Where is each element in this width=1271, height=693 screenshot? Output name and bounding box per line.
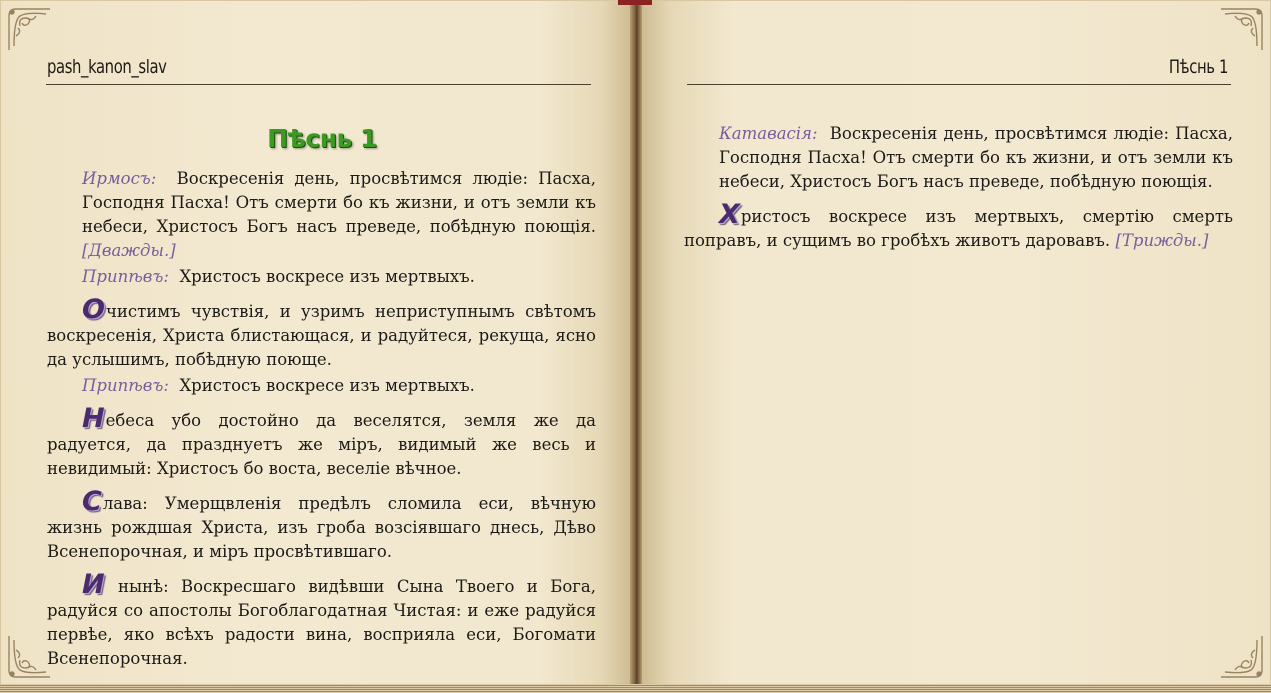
troparion-text: чистимъ чувствія, и узримъ неприступнымъ свѣтомъ воскресенія, Христа блистающася, и радуйтеся, рекуща, ясно да услышимъ, побѣдную поюще. — [47, 302, 596, 369]
irmos-text: Воскресенія день, просвѣтимся людіе: Пасха, Господня Пасха! Отъ смерти бо къ жизни, и отъ земли къ небеси, Христосъ Богъ насъ преведе, побѣдную поющія. — [82, 169, 596, 236]
irmos-paragraph — [47, 167, 596, 263]
katavasia-paragraph — [684, 122, 1233, 194]
refrain-label: Припѣвъ: — [82, 376, 169, 395]
troparion-paragraph — [47, 403, 596, 481]
refrain-paragraph — [47, 374, 596, 398]
chapter-header: Пѣснь 1 — [1168, 56, 1228, 78]
dropcap-letter: Х — [719, 199, 740, 230]
page-edges — [0, 684, 1271, 693]
repeat-note: [Трижды.] — [1115, 231, 1209, 250]
refrain-text: Христосъ воскресе изъ мертвыхъ. — [179, 376, 475, 395]
corner-ornament-icon — [6, 6, 52, 52]
corner-ornament-icon — [6, 634, 52, 680]
dropcap-letter: О — [82, 294, 105, 325]
now-text: нынѣ: Воскресшаго видѣвши Сына Твоего и Бога, радуйся со апостолы Богоблагодатная Чистая: и еже радуйся первѣе, яко всѣхъ радости вина, восприяла еси, Богомати Всенепорочная. — [47, 577, 596, 668]
right-page[interactable] — [638, 0, 1271, 687]
dropcap-letter: С — [82, 486, 102, 517]
corner-ornament-icon — [1219, 6, 1265, 52]
dropcap-letter: Н — [82, 403, 105, 434]
header-divider — [687, 84, 1231, 85]
now-paragraph — [47, 569, 596, 671]
katavasia-text: Воскресенія день, просвѣтимся людіе: Пасха, Господня Пасха! Отъ смерти бо къ жизни, и отъ земли къ небеси, Христосъ Богъ насъ преведе, побѣдную поющія. — [719, 124, 1233, 191]
bookmark-ribbon — [618, 0, 652, 5]
katavasia-label: Катавасія: — [719, 124, 818, 143]
corner-ornament-icon — [1219, 634, 1265, 680]
refrain-label: Припѣвъ: — [82, 267, 169, 286]
right-page-text — [684, 122, 1233, 263]
refrain-text: Христосъ воскресе изъ мертвыхъ. — [179, 267, 475, 286]
dropcap-letter: И — [82, 569, 105, 600]
header-divider — [46, 84, 591, 85]
troparion-text: ебеса убо достойно да веселятся, земля же да радуется, да празднуетъ же міръ, видимый же весь и невидимый: Христосъ бо воста, веселіе вѣчное. — [47, 411, 596, 478]
glory-text: лава: Умерщвленія предѣлъ сломила еси, вѣчную жизнь рождшая Христа, изъ гроба возсіявшаго днесь, Дѣво Всенепорочная, и міръ просвѣтившаго. — [47, 494, 596, 561]
irmos-label: Ирмосъ: — [82, 169, 157, 188]
final-paragraph — [684, 199, 1233, 253]
refrain-paragraph — [47, 265, 596, 289]
song-title: Пѣснь 1 — [267, 124, 377, 153]
repeat-note: [Дважды.] — [82, 241, 176, 260]
left-page-text — [47, 167, 596, 681]
glory-paragraph — [47, 486, 596, 564]
book-spine — [630, 0, 642, 693]
troparion-paragraph — [47, 294, 596, 372]
document-title: pash_kanon_slav — [47, 56, 167, 78]
final-text: ристосъ воскресе изъ мертвыхъ, смертію смерть поправъ, и сущимъ во гробѣхъ животъ даровавъ. — [684, 207, 1233, 250]
